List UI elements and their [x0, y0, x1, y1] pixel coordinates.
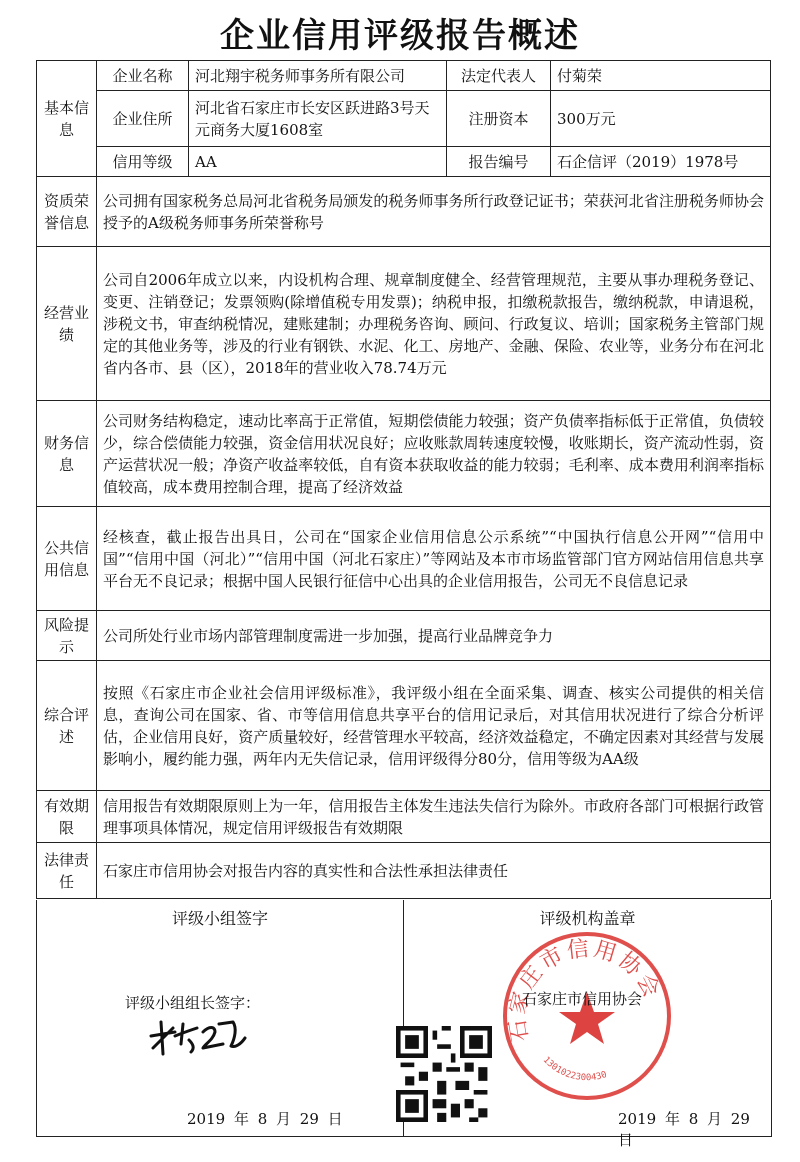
company-name-label: 企业名称 [97, 61, 189, 91]
address-value: 河北省石家庄市长安区跃进路3号天元商务大厦1608室 [189, 91, 447, 147]
risk-label: 风险提示 [37, 611, 97, 661]
business-text: 公司自2006年成立以来，内设机构合理、规章制度健全、经营管理规范，主要从事办理税务登记、变更、注销登记；发票领购(除增值税专用发票)；纳税申报，扣缴税款报告，缴纳税款，申请退税，涉税文书，审查纳税情况，建账建制；办理税务咨询、顾问、行政复议、培训；国家税务主管部门规定的其他业务等，涉及的行业有钢铁、水泥、化工、房地产、金融、保险、农业等，业务分布在河北省内各市、县（区），2018年的营业收入78.74万元 [97, 247, 771, 401]
business-label: 经营业绩 [37, 247, 97, 401]
public-credit-label: 公共信用信息 [37, 507, 97, 611]
qr-code-icon [396, 1026, 492, 1122]
summary-label: 综合评述 [37, 661, 97, 791]
credit-grade-label: 信用等级 [97, 147, 189, 177]
rating-team-signature-panel [37, 900, 404, 1136]
risk-text: 公司所处行业市场内部管理制度需进一步加强，提高行业品牌竞争力 [97, 611, 771, 661]
address-label: 企业住所 [97, 91, 189, 147]
rating-org-heading: 评级机构盖章 [539, 909, 636, 928]
left-date: 2019 年 8 月 29 日 [187, 1110, 343, 1128]
rating-org-seal-panel [404, 900, 771, 1149]
rating-team-heading: 评级小组签字 [171, 909, 268, 928]
legal-rep-value: 付菊荣 [551, 61, 771, 91]
org-name: 石家庄市信用协会 [522, 990, 643, 1008]
legal-rep-label: 法定代表人 [447, 61, 551, 91]
svg-text:1301022300430 [541, 1055, 609, 1083]
report-table [36, 60, 771, 899]
validity-label: 有效期限 [37, 791, 97, 843]
finance-text: 公司财务结构稳定，速动比率高于正常值，短期偿债能力较强；资产负债率指标低于正常值，负债较少，综合偿债能力较强，资金信用状况良好；应收账款周转速度较慢，收账期长，资产流动性弱，资产运营状况一般；净资产收益率较低，自有资本获取收益的能力较弱；毛利率、成本费用利润率指标值较高，成本费用控制合理，提高了经济效益 [97, 401, 771, 507]
legal-label: 法律责任 [37, 843, 97, 899]
qualification-label: 资质荣誉信息 [37, 177, 97, 247]
report-number-value: 石企信评（2019）1978号 [551, 147, 771, 177]
summary-text: 按照《石家庄市企业社会信用评级标准》，我评级小组在全面采集、调查、核实公司提供的相关信息，查询公司在国家、省、市等信用信息共享平台的信用记录后，对其信用状况进行了综合分析评估，企业信用良好，资产质量较好，经营管理水平较高，经济效益稳定，不确定因素对其经营与发展影响小，履约能力强，两年内无失信记录，信用评级得分80分，信用等级为AA级 [97, 661, 771, 791]
report-number-label: 报告编号 [447, 147, 551, 177]
company-name-value: 河北翔宇税务师事务所有限公司 [189, 61, 447, 91]
seal-number-text: 1301022300430 [540, 1055, 609, 1084]
basic-info-label: 基本信息 [37, 61, 97, 177]
qualification-text: 公司拥有国家税务总局河北省税务局颁发的税务师事务所行政登记证书；荣获河北省注册税务师协会授予的A级税务师事务所荣誉称号 [97, 177, 771, 247]
signature-area [36, 900, 772, 1149]
public-credit-text: 经核查，截止报告出具日，公司在“国家企业信用信息公示系统”“中国执行信息公开网”“信用中国”“信用中国（河北）”“信用中国（河北石家庄）”等网站及本市市场监管部门官方网站信用信息共享平台无不良记录；根据中国人民银行征信中心出具的企业信用报告，公司无不良信息记录 [97, 507, 771, 611]
validity-text: 信用报告有效期限原则上为一年，信用报告主体发生违法失信行为除外。市政府各部门可根据行政管理事项具体情况，规定信用评级报告有效期限 [97, 791, 771, 843]
seal-star-icon [499, 928, 675, 1104]
page-title: 企业信用评级报告概述 [220, 16, 580, 56]
capital-value: 300万元 [551, 91, 771, 147]
credit-grade-value: AA [189, 147, 447, 177]
legal-text: 石家庄市信用协会对报告内容的真实性和合法性承担法律责任 [97, 843, 771, 899]
capital-label: 注册资本 [447, 91, 551, 147]
right-date: 2019 年 8 月 29 日 [618, 1110, 750, 1149]
seal-ring-text: 石家庄市信用协会 [505, 936, 665, 1044]
finance-label: 财务信息 [37, 401, 97, 507]
leader-signature-label: 评级小组组长签字： [125, 994, 261, 1012]
handwritten-signature [145, 1014, 255, 1058]
